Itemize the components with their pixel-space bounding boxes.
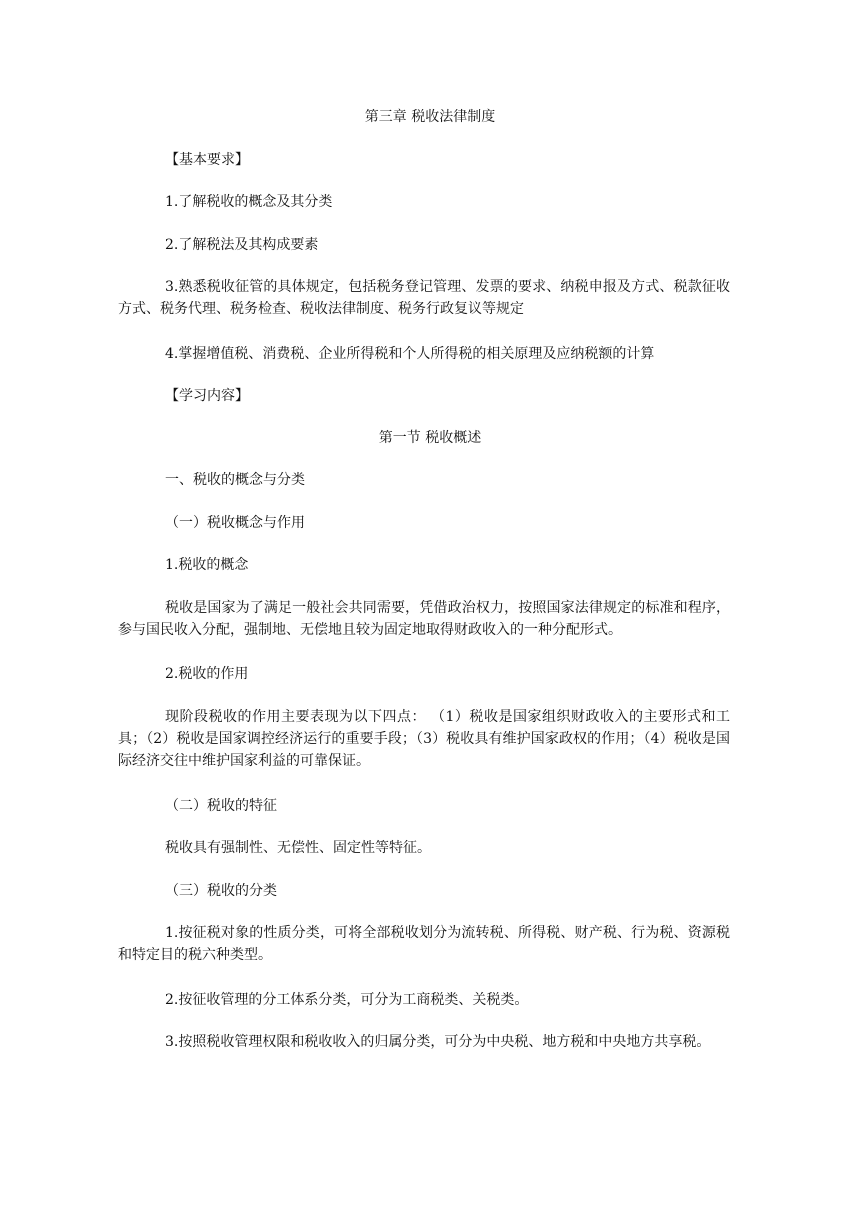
subsection-2-paragraph: 税收具有强制性、无偿性、固定性等特征。	[165, 840, 431, 856]
chapter-title: 第三章 税收法律制度	[364, 109, 496, 125]
requirement-item-2: 2.了解税法及其构成要素	[165, 237, 319, 253]
basic-requirements-heading: 【基本要求】	[165, 152, 249, 168]
requirement-item-4: 4.掌握增值税、消费税、企业所得税和个人所得税的相关原理及应纳税额的计算	[165, 346, 655, 362]
classification-item-1: 1.按征税对象的性质分类，可将全部税收划分为流转税、所得税、财产税、行为税、资源税和特定目的税六种类型。	[118, 925, 730, 963]
learning-content-heading: 【学习内容】	[165, 388, 249, 404]
classification-item-2: 2.按征收管理的分工体系分类，可分为工商税类、关税类。	[165, 992, 529, 1008]
subsection-1-heading: （一）税收概念与作用	[165, 515, 305, 531]
classification-item-3: 3.按照税收管理权限和税收收入的归属分类，可分为中央税、地方税和中央地方共享税。	[165, 1034, 711, 1050]
item-1-paragraph: 税收是国家为了满足一般社会共同需要，凭借政治权力，按照国家法律规定的标准和程序，参与国民收入分配，强制地、无偿地且较为固定地取得财政收入的一种分配形式。	[118, 600, 730, 638]
subsection-2-heading: （二）税收的特征	[165, 798, 277, 814]
item-1-heading: 1.税收的概念	[165, 557, 249, 573]
item-2-paragraph: 现阶段税收的作用主要表现为以下四点： （1）税收是国家组织财政收入的主要形式和工具；（2）税收是国家调控经济运行的重要手段；（3）税收具有维护国家政权的作用；（4）税收是国际经济交往中维护国家利益的可靠保证。	[118, 709, 730, 769]
section-title: 第一节 税收概述	[378, 430, 482, 446]
subsection-3-heading: （三）税收的分类	[165, 883, 277, 899]
part-1-heading: 一、税收的概念与分类	[165, 472, 305, 488]
requirement-item-3: 3.熟悉税收征管的具体规定，包括税务登记管理、发票的要求、纳税申报及方式、税款征收方式、税务代理、税务检查、税收法律制度、税务行政复议等规定	[118, 279, 730, 317]
requirement-item-1: 1.了解税收的概念及其分类	[165, 194, 333, 210]
item-2-heading: 2.税收的作用	[165, 666, 249, 682]
